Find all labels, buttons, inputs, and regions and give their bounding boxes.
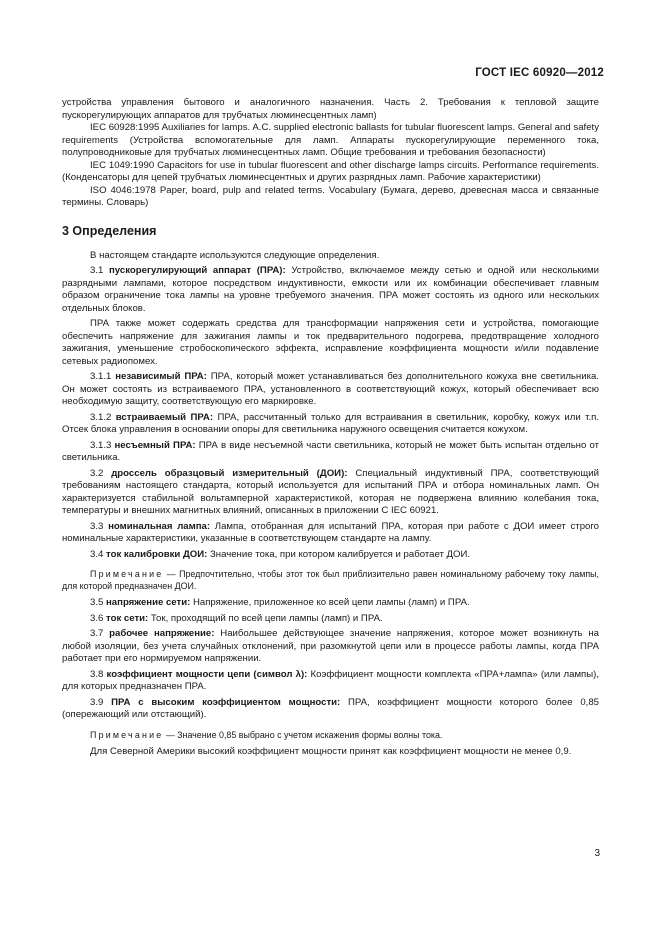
definition-3-1-2 — [62, 412, 599, 437]
definition-number: 3.1.3 — [90, 439, 115, 451]
definition-text: Лампа, отобранная для испытаний ПРА, которая при работе с ДОИ имеет строго номинальные характеристики, указанные в соответствующем стандарте на лампу. — [62, 520, 599, 544]
definition-text: Устройство, включаемое между сетью и одной или несколькими разрядными лампами, которое посредством индуктивности, емкости или их комбинации обеспечивает главным образом ограничение тока лампы на уровне требуемого значения. ПРА может состоять из одного или нескольких отдельных блоков. — [62, 265, 599, 314]
note-label: Примечание — [90, 569, 164, 579]
definition-term: коэффициент мощности цепи (символ λ): — [106, 668, 308, 680]
definition-number: 3.5 — [90, 597, 107, 608]
reference-item: устройства управления бытового и аналогичного назначения. Часть 2. Требования к тепловой защите пускорегулирующих аппаратов для трубчатых люминесцентных ламп) — [62, 97, 599, 121]
definition-number: 3.1 — [90, 265, 109, 276]
definition-text: Напряжение, приложенное ко всей цепи лампы (ламп) и ПРА. — [190, 597, 470, 608]
reference-item: IEC 1049:1990 Capacitors for use in tubular fluorescent and other discharge lamps circuits. Performance requirements. (Конденсаторы для цепей трубчатых люминесцентных и других разрядных ламп. Рабочие характеристики) — [62, 159, 599, 183]
definition-text: Наибольшее действующее значение напряжения, которое может возникнуть на любой изоляции, без учета случайных отклонений, при разомкнутой цепи или в процессе работы лампы, когда ПРА работает при его нормируемом напряжении. — [62, 628, 599, 664]
definition-3-7 — [62, 628, 599, 666]
reference-item: IEC 60928:1995 Auxiliaries for lamps. A.C. supplied electronic ballasts for tubular fluorescent lamps. General and safety requirements (Устройства вспомогательные для ламп. Аппараты пускорегулирующие переменного тока, полупроводниковые для трубчатых люминесцентных ламп. Общие требования и требования безопасности) — [62, 122, 599, 158]
definition-number: 3.9 — [90, 696, 112, 708]
definition-term: встраиваемый ПРА: — [115, 411, 214, 423]
section-intro: В настоящем стандарте используются следующие определения. — [90, 249, 380, 261]
definition-term: независимый ПРА: — [115, 371, 207, 382]
definition-3-1 — [62, 265, 599, 315]
definition-text: ПРА, коэффициент мощности которого более 0,85 (опережающий или отстающий). — [62, 696, 599, 720]
definition-text: ПРА в виде несъемной части светильника, который не может быть испытан отдельно от светильника. — [62, 439, 599, 463]
definition-text: Ток, проходящий по всей цепи лампы (ламп) и ПРА. — [148, 612, 383, 624]
definition-3-8 — [62, 669, 599, 694]
definition-number: 3.4 — [90, 548, 107, 560]
definition-term: ПРА с высоким коэффициентом мощности: — [111, 696, 341, 708]
definition-term: напряжение сети: — [106, 597, 191, 608]
definition-term: ток сети: — [106, 612, 149, 624]
definition-3-1-3 — [62, 440, 599, 465]
definition-text: ПРА, рассчитанный только для встраивания в светильник, коробку, кожух или т.п. Отсек блока управления в основании опоры для светильника наружного освещения считается кожухом. — [62, 411, 600, 435]
definition-3-1-continued: ПРА также может содержать средства для трансформации напряжения сети и устройства, помогающие обеспечить напряжение для зажигания лампы и ток предварительного подогрева, предотвращение холодного зажигания, уменьшение стробоскопического эффекта, исправление коэффициента мощности и/или подавление сетевых радиопомех. — [62, 318, 599, 367]
definition-3-6 — [62, 613, 599, 626]
section-title: 3 Определения — [62, 223, 157, 238]
definition-text: Значение тока, при котором калибруется и работает ДОИ. — [207, 548, 471, 560]
document-code-header: ГОСТ IEC 60920—2012 — [475, 67, 604, 79]
note-2 — [62, 729, 599, 741]
definition-term: пускорегулирующий аппарат (ПРА): — [108, 265, 286, 276]
definition-number: 3.8 — [90, 668, 107, 680]
definition-3-1-1 — [62, 371, 599, 409]
definition-term: дроссель образцовый измерительный (ДОИ): — [111, 467, 348, 479]
definition-number: 3.2 — [90, 467, 112, 479]
definition-number: 3.1.2 — [90, 411, 116, 423]
definition-number: 3.3 — [90, 520, 109, 532]
definition-number: 3.1.1 — [90, 371, 116, 382]
definition-term: несъемный ПРА: — [114, 439, 196, 451]
reference-item: ISO 4046:1978 Paper, board, pulp and related terms. Vocabulary (Бумага, дерево, древесная масса и связанные термины. Словарь) — [62, 184, 599, 208]
definition-3-2 — [62, 468, 599, 518]
note-text: — Значение 0,85 выбрано с учетом искажения формы волны тока. — [163, 729, 443, 740]
definition-3-4 — [62, 549, 599, 562]
definition-term: номинальная лампа: — [108, 520, 211, 532]
definition-number: 3.6 — [90, 612, 107, 624]
note-1 — [62, 568, 599, 592]
note-label: Примечание — [90, 729, 164, 740]
definition-3-5 — [62, 597, 599, 610]
note-text: — Предпочтительно, чтобы этот ток был приблизительно равен номинальному рабочему току лампы, для которой предназначен ДОИ. — [62, 569, 599, 591]
page-number: 3 — [594, 848, 600, 859]
definition-term: рабочее напряжение: — [109, 628, 215, 639]
definition-number: 3.7 — [90, 628, 110, 639]
definition-3-9 — [62, 697, 599, 722]
definition-term: ток калибровки ДОИ: — [106, 548, 208, 560]
definition-3-3 — [62, 521, 599, 546]
definition-text: Специальный индуктивный ПРА, соответствующий требованиям настоящего стандарта, который используется для испытаний ПРА и отбора номинальных ламп. Он характеризуется стабильной вольтамперной характеристикой, которая не подвержена влиянию колебания тока, температуры и внешних магнитных влияний, описанных в приложении С IEC 60921. — [62, 467, 599, 516]
final-paragraph: Для Северной Америки высокий коэффициент мощности принят как коэффициент мощности не менее 0,9. — [90, 745, 572, 757]
page-body — [62, 97, 599, 758]
definition-text: ПРА, который может устанавливаться без дополнительного кожуха вне светильника. Он может состоять из встраиваемого ПРА, установленного в соответствующий кожух, который обеспечивает всю необходимую защиту, соответствующую его маркировке. — [62, 371, 599, 407]
definition-text: Коэффициент мощности комплекта «ПРА+лампа» (или лампы), для которых предназначен ПРА. — [62, 668, 600, 692]
